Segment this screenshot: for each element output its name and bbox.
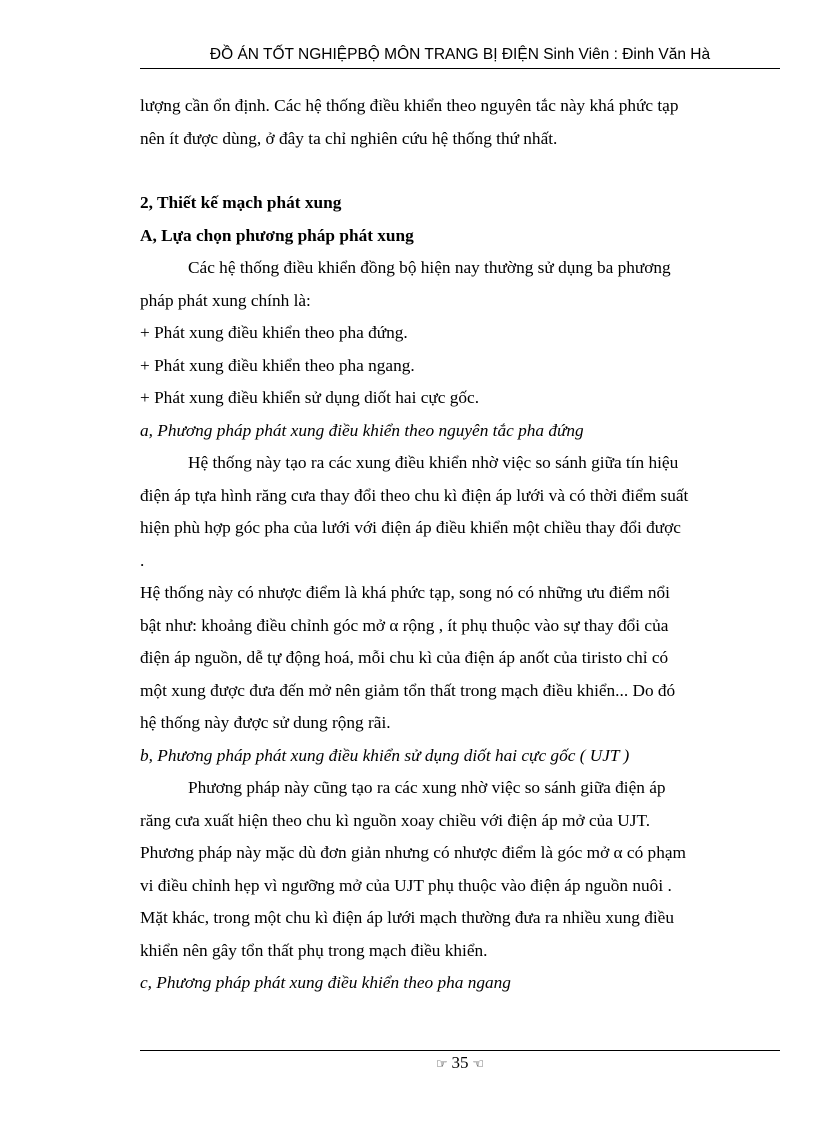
pointing-hand-right-icon: ☜ — [472, 1057, 485, 1072]
paragraph-line: Hệ thống này tạo ra các xung điều khiển nhờ việc so sánh giữa tín hiệu — [188, 453, 679, 472]
spacer — [140, 155, 780, 187]
paragraph-line: một xung được đưa đến mở nên giảm tổn thất trong mạch điều khiển... Do đó — [140, 680, 676, 700]
paragraph-line: khiển nên gây tổn thất phụ trong mạch điều khiển. — [140, 940, 488, 960]
section-heading: 2, Thiết kế mạch phát xung — [140, 193, 342, 212]
page-footer — [140, 1053, 780, 1073]
method-heading: a, Phương pháp phát xung điều khiển theo nguyên tắc pha đứng — [140, 420, 584, 440]
paragraph-line: Mặt khác, trong một chu kì điện áp lưới mạch thường đưa ra nhiều xung điều — [140, 908, 674, 927]
paragraph-line: nên ít được dùng, ở đây ta chỉ nghiên cứu hệ thống thứ nhất. — [140, 128, 558, 148]
paragraph-line: điện áp tựa hình răng cưa thay đổi theo chu kì điện áp lưới và có thời điểm suất — [140, 485, 689, 505]
paragraph-line: . — [140, 550, 145, 570]
method-heading: b, Phương pháp phát xung điều khiển sử dụng diốt hai cực gốc ( UJT ) — [140, 745, 630, 765]
paragraph-line: Các hệ thống điều khiển đồng bộ hiện nay thường sử dụng ba phương — [188, 258, 671, 277]
paragraph-line: pháp phát xung chính là: — [140, 290, 311, 310]
footer-divider — [140, 1050, 780, 1051]
paragraph-line: lượng cần ổn định. Các hệ thống điều khiển theo nguyên tắc này khá phức tạp — [140, 96, 679, 115]
header-divider — [140, 68, 780, 69]
paragraph-line: hiện phù hợp góc pha của lưới với điện áp điều khiển một chiều thay đổi được — [140, 518, 681, 537]
paragraph-line: răng cưa xuất hiện theo chu kì nguồn xoay chiều với điện áp mở của UJT. — [140, 810, 651, 830]
page-number: 35 — [451, 1053, 469, 1072]
page-body — [140, 90, 780, 1000]
paragraph-line: Hệ thống này có nhược điểm là khá phức tạp, song nó có những ưu điểm nổi — [140, 583, 670, 602]
pointing-hand-left-icon: ☞ — [435, 1057, 448, 1072]
paragraph-line: hệ thống này được sử dung rộng rãi. — [140, 713, 391, 732]
subsection-heading: A, Lựa chọn phương pháp phát xung — [140, 225, 414, 245]
paragraph-line: bật như: khoảng điều chỉnh góc mở α rộng , ít phụ thuộc vào sự thay đổi của — [140, 615, 669, 635]
list-item: + Phát xung điều khiển theo pha ngang. — [140, 355, 415, 375]
paragraph-line: điện áp nguồn, dễ tự động hoá, mỗi chu kì của điện áp anốt của tiristo chỉ có — [140, 648, 669, 667]
page-header: ĐỒ ÁN TỐT NGHIỆPBỘ MÔN TRANG BỊ ĐIỆN Sinh Viên : Đinh Văn Hà — [209, 46, 711, 63]
paragraph-line: Phương pháp này cũng tạo ra các xung nhờ việc so sánh giữa điện áp — [188, 778, 666, 797]
paragraph-line: vi điều chỉnh hẹp vì ngưỡng mở của UJT phụ thuộc vào điện áp nguồn nuôi . — [140, 875, 672, 895]
method-heading: c, Phương pháp phát xung điều khiển theo pha ngang — [140, 973, 511, 992]
paragraph-line: Phương pháp này mặc dù đơn giản nhưng có nhược điểm là góc mở α có phạm — [140, 843, 686, 862]
list-item: + Phát xung điều khiển theo pha đứng. — [140, 323, 408, 342]
list-item: + Phát xung điều khiển sử dụng diốt hai cực gốc. — [140, 388, 480, 407]
